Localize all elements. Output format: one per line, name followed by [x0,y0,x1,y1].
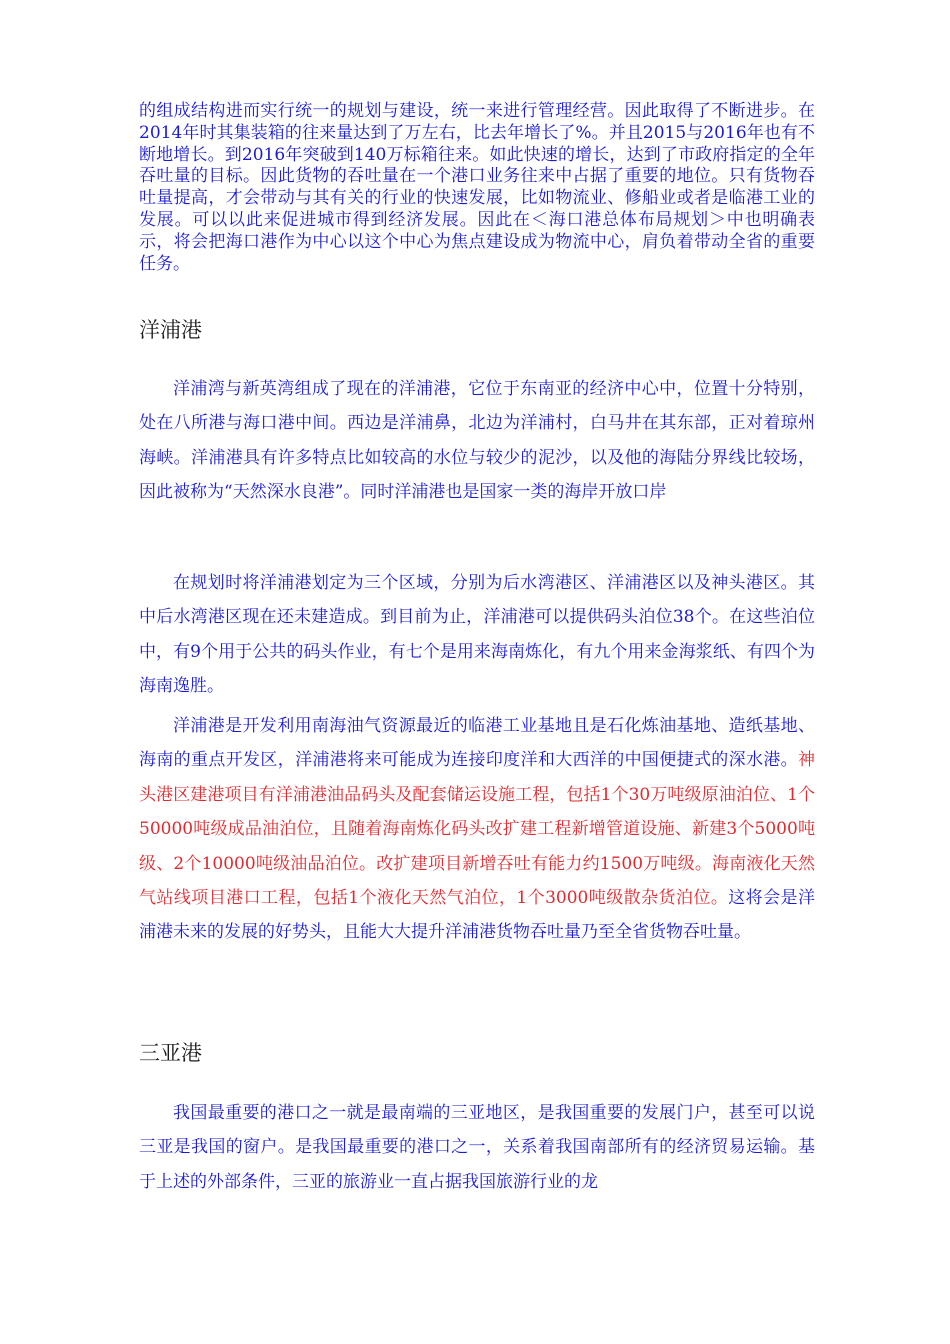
yangpu-p3-red-highlight: 神头港区建港项目有洋浦港油品码头及配套储运设施工程，包括1个30万吨级原油泊位、1个50000吨级成品油泊位，且随着海南炼化码头改扩建工程新增管道设施、新建3个5000吨级、2个10000吨级油品泊位。改扩建项目新增吞吐有能力约1500万吨级。海南液化天然气站线项目港口工程，包括1个液化天然气泊位，1个3000吨级散杂货泊位。 [139,750,815,909]
section-heading-sanya: 三亚港 [139,1041,202,1065]
yangpu-p3-blue-start: 洋浦港是开发利用南海油气资源最近的临港工业基地且是石化炼油基地、造纸基地、海南的重点开发区，洋浦港将来可能成为连接印度洋和大西洋的中国便捷式的深水港。 [139,716,815,771]
yangpu-paragraph-2: 在规划时将洋浦港划定为三个区域，分别为后水湾港区、洋浦港区以及神头港区。其中后水湾港区现在还未建造成。到目前为止，洋浦港可以提供码头泊位38个。在这些泊位中，有9个用于公共的码头作业，有七个是用来海南炼化，有九个用来金海浆纸、有四个为海南逸胜。 [139,573,815,697]
yangpu-paragraph-3 [139,709,815,950]
intro-paragraph: 的组成结构进而实行统一的规划与建设，统一来进行管理经营。因此取得了不断进步。在2014年时其集装箱的往来量达到了万左右，比去年增长了%。并且2015与2016年也有不断地增长。到2016年突破到140万标箱往来。如此快速的增长，达到了市政府指定的全年吞吐量的目标。因此货物的吞吐量在一个港口业务往来中占据了重要的地位。只有货物吞吐量提高，才会带动与其有关的行业的快速发展，比如物流业、修船业或者是临港工业的发展。可以以此来促进城市得到经济发展。因此在＜海口港总体布局规划＞中也明确表示，将会把海口港作为中心以这个中心为焦点建设成为物流中心，肩负着带动全省的重要任务。 [139,101,815,274]
sanya-paragraph-1: 我国最重要的港口之一就是最南端的三亚地区，是我国重要的发展门户，甚至可以说三亚是我国的窗户。是我国最重要的港口之一，关系着我国南部所有的经济贸易运输。基于上述的外部条件，三亚的旅游业一直占据我国旅游行业的龙 [139,1103,815,1192]
section-heading-yangpu: 洋浦港 [139,318,202,342]
yangpu-paragraph-1: 洋浦湾与新英湾组成了现在的洋浦港，它位于东南亚的经济中心中，位置十分特别，处在八所港与海口港中间。西边是洋浦鼻，北边为洋浦村，白马井在其东部，正对着琼州海峡。洋浦港具有许多特点比如较高的水位与较少的泥沙，以及他的海陆分界线比较场，因此被称为“天然深水良港”。同时洋浦港也是国家一类的海岸开放口岸 [139,379,815,503]
yangpu-p3-blue-end: 这将会是洋浦港未来的发展的好势头，且能大大提升洋浦港货物吞吐量乃至全省货物吞吐量。 [139,888,815,943]
